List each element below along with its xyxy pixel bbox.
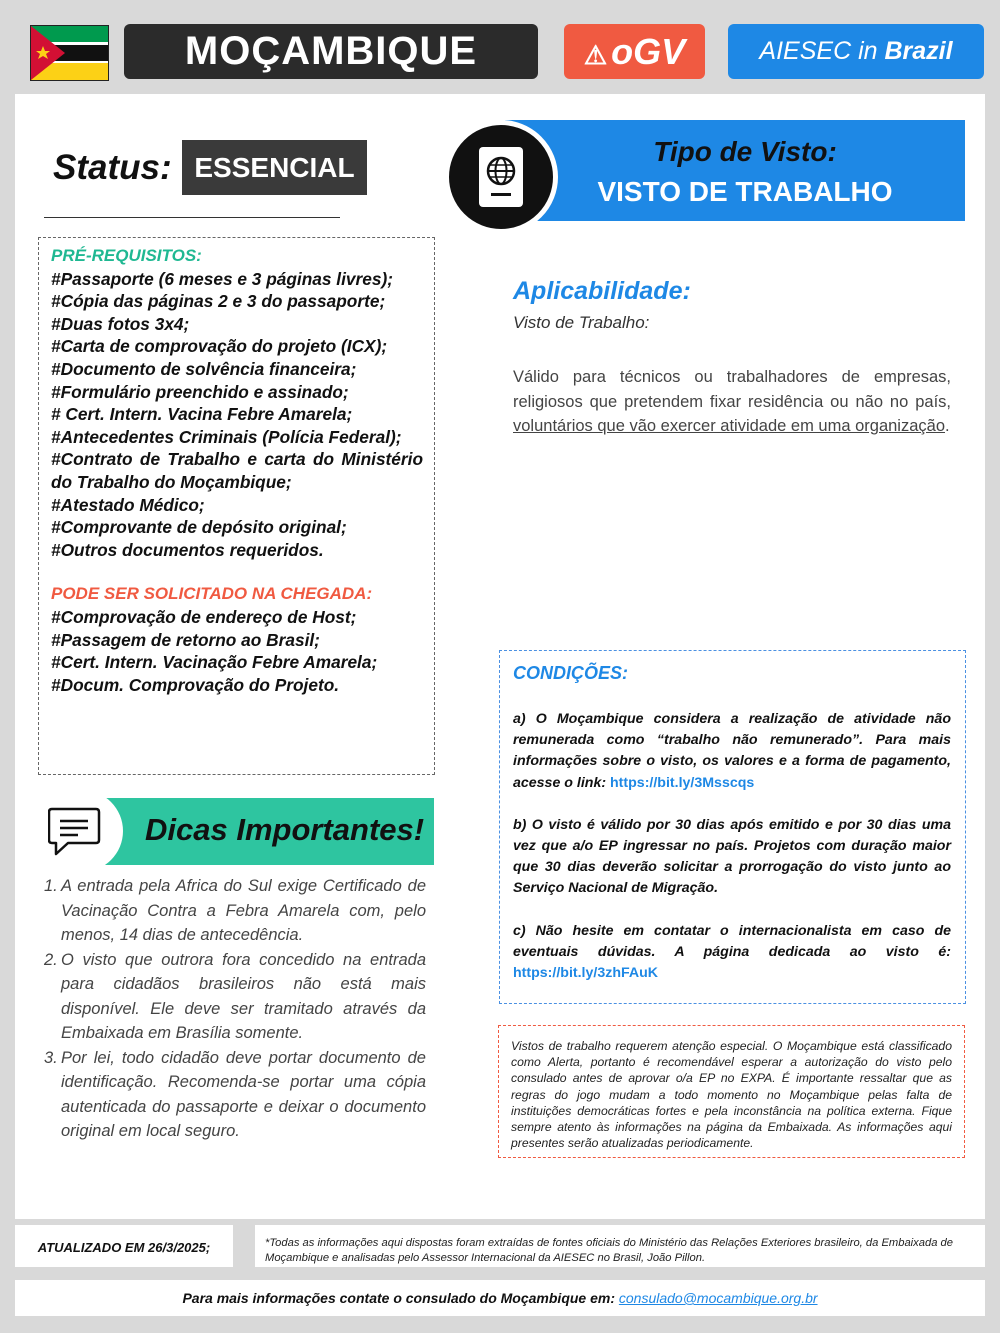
list-item: [44, 948, 426, 1046]
conditions-title: CONDIÇÕES:: [513, 663, 629, 683]
list-item: #Antecedentes Criminais (Polícia Federal);: [51, 426, 402, 447]
org-badge: [728, 24, 984, 79]
condition-a: [513, 709, 951, 794]
program-label: oGV: [611, 31, 686, 72]
applicability-text-underlined: voluntários que vão exercer atividade em uma organização: [513, 417, 945, 435]
footer-note: *Todas as informações aqui dispostas foram extraídas de fontes oficiais do Ministério das Relações Exteriores brasileiro, da Embaixada de Moçambique e analisadas pelo Assessor Internacional da AIESEC no Brasil, João Pillon.: [265, 1237, 953, 1264]
visa-type-value: VISTO DE TRABALHO: [597, 176, 893, 207]
condition-a-text: a) O Moçambique considera a realização de atividade não remunerada como “trabalho não remunerado”. Para mais informações sobre o visto, os valores e a forma de pagamento, acesse o link:: [513, 711, 951, 791]
list-item: #Comprovação de endereço de Host;: [51, 606, 357, 627]
divider: [44, 217, 340, 218]
prerequisites-title: PRÉ-REQUISITOS:: [51, 246, 202, 265]
list-item: [44, 874, 426, 948]
list-item: #Atestado Médico;: [51, 494, 205, 515]
list-item: #Duas fotos 3x4;: [51, 313, 190, 334]
condition-b: b) O visto é válido por 30 dias após emitido e por 30 dias uma vez que a/o EP ingressar no país. Projetos com duração maior que 30 dias deverão solicitar a prorrogação do visto junto ao Serviço Nacional de Migração.: [513, 816, 951, 897]
country-title: MOÇAMBIQUE: [124, 24, 538, 79]
list-item: [44, 1046, 426, 1144]
applicability-text-plain: Válido para técnicos ou trabalhadores de empresas, religiosos que pretendem fixar residência ou não no país,: [513, 368, 951, 411]
applicability-title: Aplicabilidade:: [513, 277, 691, 305]
updated-date: ATUALIZADO EM 26/3/2025;: [15, 1225, 233, 1267]
condition-a-link[interactable]: https://bit.ly/3Msscqs: [610, 774, 755, 791]
applicability-subtitle: Visto de Trabalho:: [513, 313, 650, 332]
list-item: #Documento de solvência financeira;: [51, 358, 357, 379]
list-item: #Docum. Comprovação do Projeto.: [51, 674, 340, 695]
list-item: #Comprovante de depósito original;: [51, 517, 347, 538]
footer-contact: [15, 1280, 985, 1316]
visa-type-label: Tipo de Visto:: [653, 136, 837, 167]
prerequisites-list: [51, 245, 423, 696]
list-item: #Passagem de retorno ao Brasil;: [51, 629, 320, 650]
alert-text: Vistos de trabalho requerem atenção especial. O Moçambique está classificado como Alerta, portanto é recomendável esperar a autorização do visto pelo consulado antes de aprovar o/a EP no EXPA. É importante ressaltar que as regras do jogo mudam a todo momento no Moçambique pelas falta de instituições democráticas fortes e pela inconstância na política externa. Fique sempre atento às informações na página da Embaixada. As informações aqui presentes serão atualizadas periodicamente.: [511, 1039, 952, 1151]
chat-icon: [48, 806, 102, 863]
condition-c-link[interactable]: https://bit.ly/3zhFAuK: [513, 965, 659, 982]
condition-c-text: c) Não hesite em contatar o internacionalista em caso de eventuais dúvidas. A página dedicada ao visto é:: [513, 922, 951, 960]
status-badge: ESSENCIAL: [182, 140, 367, 195]
list-item: #Outros documentos requeridos.: [51, 539, 324, 560]
tips-title: Dicas Importantes!: [145, 812, 425, 847]
list-item: #Cópia das páginas 2 e 3 do passaporte;: [51, 291, 386, 312]
tips-list: [44, 874, 426, 1144]
condition-c: [513, 921, 951, 985]
applicability-text-end: .: [945, 417, 950, 435]
list-item: #Carta de comprovação do projeto (ICX);: [51, 336, 388, 357]
contact-text: Para mais informações contate o consulado do Moçambique em:: [182, 1290, 615, 1306]
list-item: #Formulário preenchido e assinado;: [51, 381, 349, 402]
org-prefix: AIESEC in: [759, 37, 878, 65]
passport-icon: [444, 120, 558, 234]
list-item-text: A entrada pela Africa do Sul exige Certificado de Vacinação Contra a Febra Amarela com, pelo menos, 14 dias de antecedência.: [61, 877, 426, 944]
list-item-number: 1.: [44, 877, 58, 895]
list-item: #Passaporte (6 meses e 3 páginas livres);: [51, 268, 393, 289]
list-item-number: 2.: [44, 950, 58, 969]
applicability-text: [513, 365, 951, 439]
list-item: # Cert. Intern. Vacina Febre Amarela;: [51, 404, 353, 425]
list-item-number: 3.: [44, 1048, 58, 1067]
list-item-text: O visto que outrora fora concedido na entrada para cidadãos brasileiros não está mais disponível. Ele deve ser tramitado através da Embaixada em Brasília somente.: [61, 950, 426, 1042]
list-item: #Contrato de Trabalho e carta do Ministério do Trabalho do Moçambique;: [51, 449, 423, 492]
contact-email-link[interactable]: consulado@mocambique.org.br: [618, 1290, 818, 1306]
org-suffix: Brazil: [884, 37, 953, 65]
conditions-text: [513, 709, 951, 1005]
mozambique-flag-icon: [30, 25, 109, 81]
status-label: Status:: [53, 148, 172, 187]
arrival-title: PODE SER SOLICITADO NA CHEGADA:: [51, 584, 373, 604]
list-item: #Cert. Intern. Vacinação Febre Amarela;: [51, 652, 378, 673]
lightbulb-icon: ⚠︎: [583, 40, 608, 70]
program-badge: [564, 24, 705, 79]
list-item-text: Por lei, todo cidadão deve portar documento de identificação. Recomenda-se portar uma cópia autenticada do passaporte e deixar o documento original em local seguro.: [61, 1048, 426, 1140]
